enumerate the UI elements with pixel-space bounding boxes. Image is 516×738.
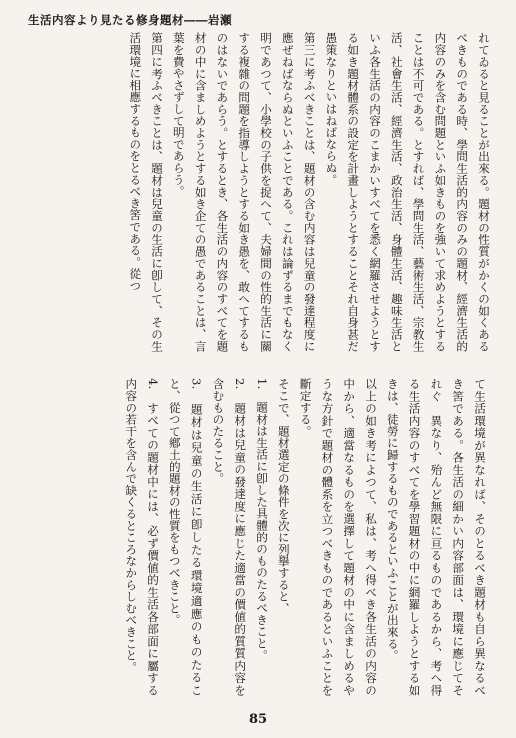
lower-text-block (24, 378, 490, 696)
list-item: 2. 題材は兒童の發達度に應じた適當の價値的質質内容を含むものたること。 (211, 378, 248, 696)
paragraph: れてゐると見ることが出來る。題材の性質がかくの如くあるべきものである時、學問生活的内容のみの題材、經濟生活的内容のみを含む問題といふ如きものを強いて求めようとすることは不可である。とすれば、學問生活、藝術生活、宗教生活、社會生活、經濟生活、政治生活、身體生活、趣味生活といふ各生活の内容のこまかいすべてを悉く網羅させようとする如き題材體系の設定を計畫しようとすることそれ自身甚だ愚策なりといはねばならぬ。 (324, 32, 491, 352)
page-number: 85 (248, 712, 268, 727)
paragraph: 以上の如き考によつて、私は、考へ得べき各生活の内容の中から、適當なるものを選擇して題材の中に含ましめるやうな方針で題材の體系を立つべきものであるといふことを斷定する。 (298, 378, 379, 696)
list-item: 4. すべての題材中には、必ず價値的生活各部面に屬する内容の若干を含んで缺くるところなからしむべきこと。 (124, 378, 161, 696)
paragraph: て生活環境が異なれば、そのとるべき題材も自ら異なるべき筈である。各生活の細かい内容部面は、環境に應じてそれぐ 異なり、殆んど無限に亘るものであるから、考へ得る生活内容のすべてを學習題材の中に網羅しようとする如きは、徒勞に歸するものであるといふことが出來る。 (385, 378, 487, 696)
upper-text-block (24, 32, 494, 352)
paragraph: そこで、題材選定の條件を次に列擧すると、 (276, 378, 291, 614)
list-item: 3. 題材は兒童の生活に卽したる環境適應のものたること、從つて鄕土的題材の性質をもつべきこと。 (167, 378, 204, 696)
paragraph: 第四に考ふべきことは、題材は兒童の生活に卽して、その生活環境に相應するものをとるべき筈である。從つ (128, 32, 165, 352)
running-head: 生活内容より見たる修身題材――岩瀬 (28, 13, 232, 27)
paragraph: 第三に考ふべきことは、題材の含む内容は兒童の發達程度に應ぜねばならぬといふことである。これは論ずるまでもなく明であつて、小學校の子供を捉へて、夫婦間の性的生活に關する複雜の問題を指導しようとする如き愚を、敢へてするものはないであらう。とするとき、各生活の内容のすべてを題材の中に含ましめようとする如き企ての愚であることは、言葉を費やさずして明であらう。 (171, 32, 317, 352)
list-item: 1. 題材は生活に卽した具體的のものたるべきこと。 (255, 378, 270, 661)
